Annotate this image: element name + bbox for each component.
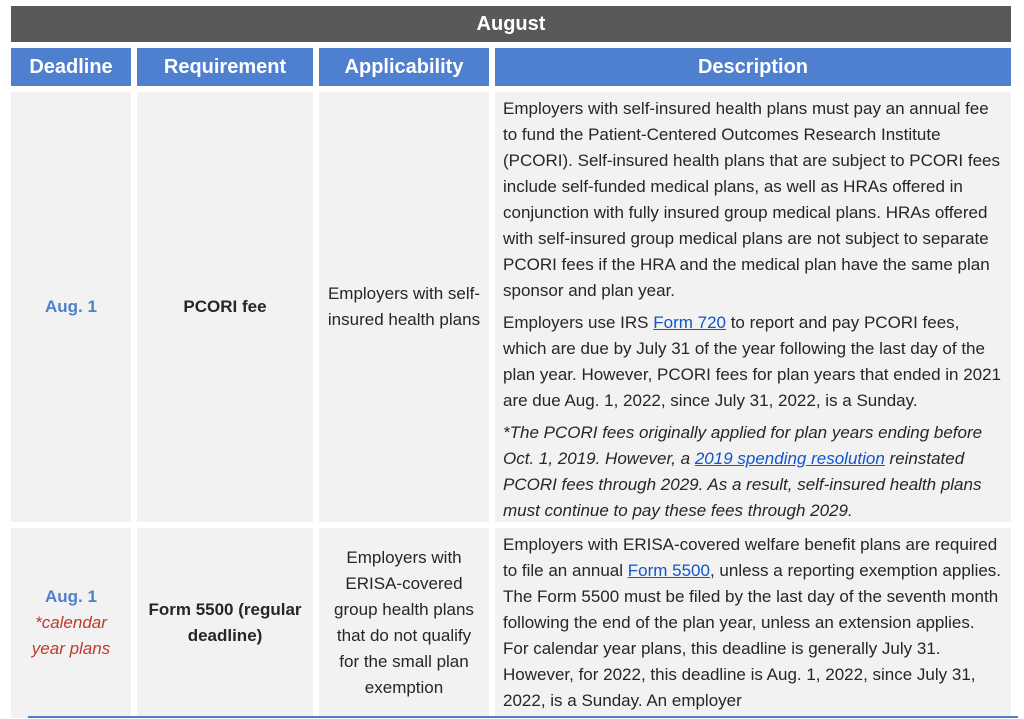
text-span: Employers with ERISA-covered welfare benefit plans are required to file an annual <box>503 535 998 580</box>
text-span: Employers use IRS <box>503 313 654 332</box>
applicability-cell: Employers with ERISA-covered group health plans that do not qualify for the small plan exemption <box>319 528 489 718</box>
bottom-border <box>28 716 1018 718</box>
applicability-cell: Employers with self-insured health plans <box>319 92 489 522</box>
deadline-date: Aug. 1 <box>45 587 97 606</box>
header-description: Description <box>495 48 1011 86</box>
text-span: to report and pay PCORI fees, which are due by July 31 of the year following the last day of the plan year. However, PCORI fees for plan years that ended in 2021 are due Aug. 1, 2022, since July 31, 2022, is a Sunday. <box>503 313 1002 410</box>
header-deadline: Deadline <box>11 48 131 86</box>
description-cell <box>495 528 1011 718</box>
text-span: *The PCORI fees originally applied for plan years ending before Oct. 1, 2019. However, a <box>503 423 983 468</box>
month-header: August <box>11 6 1011 42</box>
text-span: reinstated PCORI fees through 2029. As a result, self-insured health plans must continue to pay these fees through 2029. <box>503 449 982 520</box>
spending-resolution-link[interactable]: 2019 spending resolution <box>694 449 885 468</box>
text-span: , unless a reporting exemption applies. The Form 5500 must be filed by the last day of the seventh month following the end of the plan year, unless an extension applies. For calendar year plans, this deadline is generally July 31. However, for 2022, this deadline is Aug. 1, 2022, since July 31, 2022, is a Sunday. An employer <box>503 561 1002 710</box>
requirement-cell: PCORI fee <box>137 92 313 522</box>
column-headers <box>11 48 1011 86</box>
form-720-link[interactable]: Form 720 <box>653 313 726 332</box>
description-paragraph <box>503 532 1003 714</box>
table-row <box>11 92 1011 522</box>
requirement-cell: Form 5500 (regular deadline) <box>137 528 313 718</box>
description-cell <box>495 92 1011 522</box>
description-paragraph: Employers with self-insured health plans must pay an annual fee to fund the Patient-Centered Outcomes Research Institute (PCORI). Self-insured health plans that are subject to PCORI fees include self-funded medical plans, as well as HRAs offered in conjunction with fully insured group medical plans. HRAs offered with self-insured group medical plans are not subject to separate PCORI fees if the HRA and the medical plan have the same plan sponsor and plan year. <box>503 99 1001 300</box>
table-row <box>11 528 1011 718</box>
footnote-paragraph <box>503 420 1003 524</box>
header-applicability: Applicability <box>319 48 489 86</box>
form-5500-link[interactable]: Form 5500 <box>627 561 710 580</box>
deadline-date: Aug. 1 <box>45 297 97 316</box>
calendar-year-note: *calendar year plans <box>31 613 111 658</box>
deadline-cell <box>11 528 131 718</box>
description-paragraph <box>503 310 1003 414</box>
header-requirement: Requirement <box>137 48 313 86</box>
deadline-cell <box>11 92 131 522</box>
compliance-table <box>11 6 1011 718</box>
